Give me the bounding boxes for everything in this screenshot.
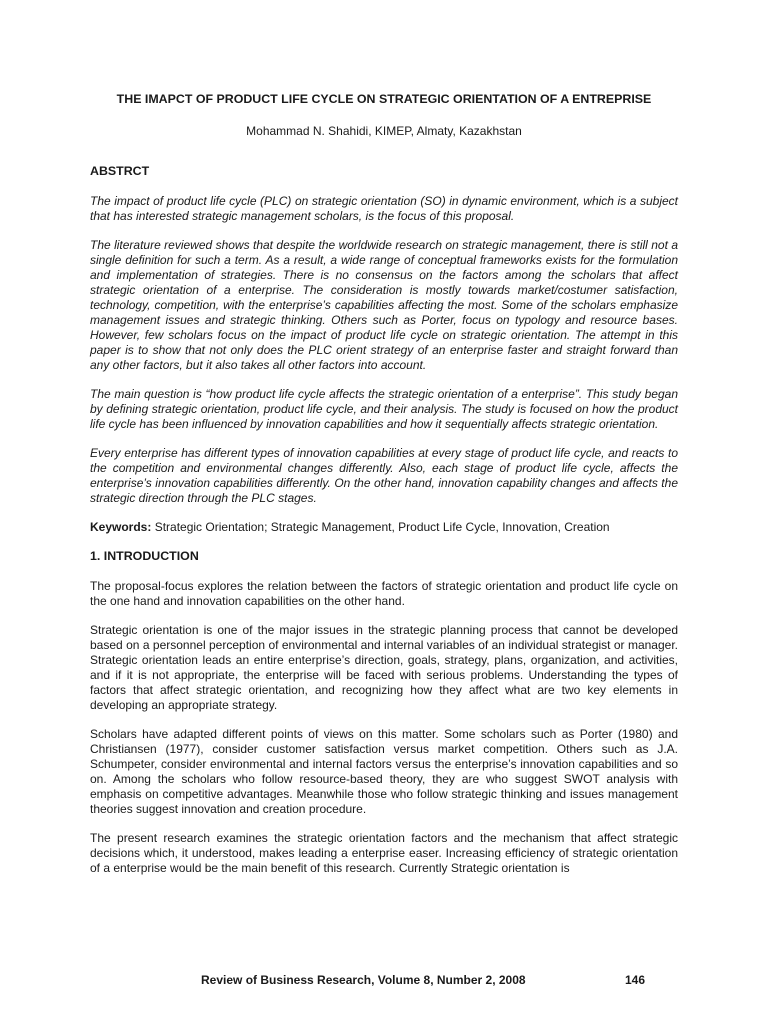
keywords-text: Strategic Orientation; Strategic Management, Product Life Cycle, Innovation, Creation — [154, 520, 610, 534]
abstract-paragraph: The impact of product life cycle (PLC) on strategic orientation (SO) in dynamic environment, which is a subject that has interested strategic management scholars, is the focus of this proposal. — [90, 194, 678, 223]
keywords-line — [90, 520, 678, 535]
introduction-heading: 1. INTRODUCTION — [90, 549, 199, 563]
abstract-heading: ABSTRCT — [90, 164, 150, 178]
abstract-paragraph: Every enterprise has different types of innovation capabilities at every stage of product life cycle, and reacts to the competition and environmental changes differently. Also, each stage of product life cycle, affects the enterprise’s innovation capabilities differently. On the other hand, innovation capability changes and affects the strategic direction through the PLC stages. — [90, 446, 678, 505]
body-paragraph: The proposal-focus explores the relation between the factors of strategic orientation and product life cycle on the one hand and innovation capabilities on the other hand. — [90, 579, 678, 608]
paper-title: THE IMAPCT OF PRODUCT LIFE CYCLE ON STRATEGIC ORIENTATION OF A ENTREPRISE — [116, 92, 652, 106]
body-paragraph: Scholars have adapted different points of views on this matter. Some scholars such as Porter (1980) and Christiansen (1977), consider customer satisfaction versus market competition. Others such as J.A. Schumpeter, consider environmental and internal factors versus the enterprise’s innovation capabilities and so on. Among the scholars who follow resource-based theory, they are who suggest SWOT analysis with emphasis on competitive advantages. Meanwhile those who follow strategic thinking and issues management theories suggest innovation and creation procedure. — [90, 727, 678, 816]
page-number: 146 — [625, 973, 646, 987]
journal-citation: Review of Business Research, Volume 8, Number 2, 2008 — [201, 973, 526, 987]
keywords-label: Keywords: — [90, 520, 152, 534]
body-paragraph: The present research examines the strategic orientation factors and the mechanism that affect strategic decisions which, it understood, makes leading a enterprise easer. Increasing efficiency of strategic orientation of a enterprise would be the main benefit of this research. Currently Strategic orientation is — [90, 831, 678, 875]
abstract-paragraph: The literature reviewed shows that despite the worldwide research on strategic management, there is still not a single definition for such a term. As a result, a wide range of conceptual frameworks exists for the formulation and implementation of strategies. There is no consensus on the factors among the scholars that affect strategic orientation of a enterprise. The consideration is mostly towards market/costumer satisfaction, technology, competition, with the enterprise’s capabilities affecting the most. Some of the scholars emphasize management issues and strategic thinking. Others such as Porter, focus on typology and resource bases. However, few scholars focus on the impact of product life cycle on strategic orientation. The attempt in this paper is to show that not only does the PLC orient strategy of an enterprise faster and straight forward than any other factors, but it also takes all other factors into account. — [90, 238, 678, 372]
abstract-paragraph: The main question is “how product life cycle affects the strategic orientation of a enterprise”. This study began by defining strategic orientation, product life cycle, and their analysis. The study is focused on how the product life cycle has been influenced by innovation capabilities and how it sequentially affects strategic orientation. — [90, 387, 678, 431]
body-paragraph: Strategic orientation is one of the major issues in the strategic planning process that cannot be developed based on a personnel perception of environmental and internal variables of an individual strategist or manager. Strategic orientation leads an entire enterprise’s direction, goals, strategy, plans, organization, and activities, and if it is not appropriate, the enterprise will be faced with serious problems. Understanding the types of factors that affect strategic orientation, and recognizing how they affect what are two key elements in developing an appropriate strategy. — [90, 623, 678, 712]
author-line: Mohammad N. Shahidi, KIMEP, Almaty, Kazakhstan — [246, 124, 522, 138]
